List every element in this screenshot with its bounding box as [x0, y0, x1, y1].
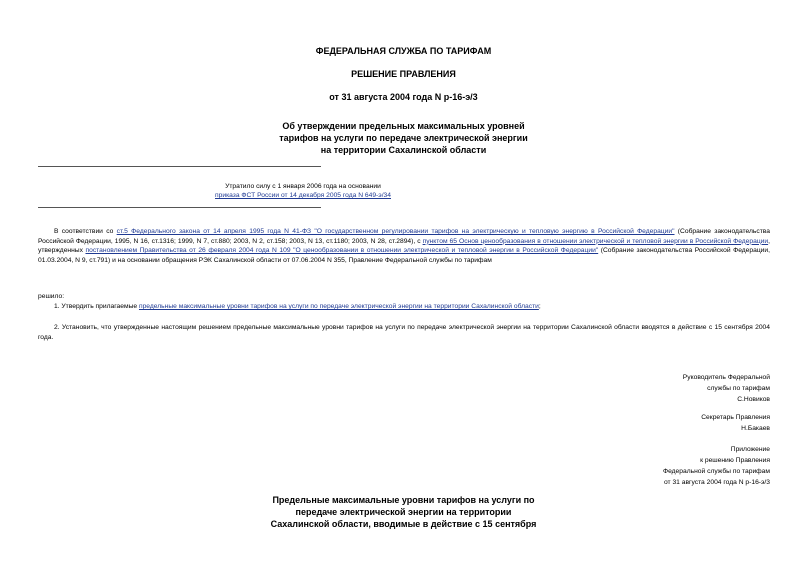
preamble-text: (Собрание законодательства Российской Федерации, 1995, N 16, ст.1316; 1999, N 7, ст.880; 2003, N 2, ст.158; 2003, N 13, ст.1180; 2003, N 28, ст.2894), с	[38, 228, 770, 245]
appendix-block	[663, 444, 770, 488]
agency-heading: ФЕДЕРАЛЬНАЯ СЛУЖБА ПО ТАРИФАМ	[315, 46, 492, 56]
pricing-basics-link[interactable]: пунктом 65 Основ ценообразования в отношении электрической и тепловой энергии в Российской Федерации	[422, 237, 769, 245]
document-type: РЕШЕНИЕ ПРАВЛЕНИЯ	[351, 69, 456, 79]
repeal-order-link[interactable]: приказа ФСТ России от 14 декабря 2005 года N 649-э/34	[215, 192, 391, 199]
tariff-levels-link[interactable]: предельные максимальные уровни тарифов на услуги по передаче электрической энергии на территории Сахалинской области	[138, 303, 539, 310]
decided-label: решило:	[38, 293, 65, 300]
appendix-line-1: Приложение	[730, 446, 770, 453]
annex-title-line-1: Предельные максимальные уровни тарифов на услуги по	[272, 495, 535, 505]
divider-top	[38, 166, 321, 167]
annex-title-line-3: Сахалинской области, вводимые в действие с 15 сентября	[270, 519, 537, 529]
item-1	[38, 302, 770, 312]
preamble-paragraph	[38, 227, 770, 265]
preamble-text: В соответствии со	[54, 228, 117, 235]
item-1-text: 1. Утвердить прилагаемые	[54, 303, 139, 310]
head-title-line-1: Руководитель Федеральной	[682, 374, 770, 381]
secretary-signature	[701, 412, 770, 434]
document-date: от 31 августа 2004 года N р-16-э/3	[329, 92, 478, 102]
document-title	[0, 120, 807, 156]
annex-title	[0, 494, 807, 530]
status-line: Утратило силу с 1 января 2006 года на основании	[225, 183, 381, 190]
secretary-title: Секретарь Правления	[701, 414, 770, 421]
head-name: С.Новиков	[737, 396, 770, 403]
preamble-text: , утвержденных	[38, 237, 770, 255]
title-line-3: на территории Сахалинской области	[320, 145, 487, 155]
appendix-line-4: от 31 августа 2004 года N р-16-э/3	[663, 479, 770, 486]
secretary-name: Н.Бакаев	[741, 425, 770, 432]
government-decree-link[interactable]: постановлением Правительства от 26 февраля 2004 года N 109 "О ценообразовании в отношении электрической и тепловой энергии в Российской Федерации"	[85, 247, 599, 255]
head-title-line-2: службы по тарифам	[707, 385, 770, 392]
divider-bottom	[38, 207, 321, 208]
preamble-text: (Собрание законодательства Российской Федерации, 01.03.2004, N 9, ст.791) и на основании обращения РЭК Сахалинской области от 07.06.2004 N 355, Правление Федеральной службы по тарифам	[38, 247, 770, 264]
annex-title-line-2: передаче электрической энергии на территории	[295, 507, 512, 517]
item-2: 2. Установить, что утвержденные настоящим решением предельные максимальные уровни тарифов на услуги по передаче электрической энергии на территории Сахалинской области вводятся в действие с 15 сентября 2004 года.	[38, 324, 770, 341]
appendix-line-2: к решению Правления	[700, 457, 770, 464]
head-signature	[683, 372, 770, 405]
title-line-2: тарифов на услуги по передаче электрической энергии	[279, 133, 528, 143]
appendix-line-3: Федеральной службы по тарифам	[663, 468, 770, 475]
item-1-text: ;	[538, 303, 541, 310]
title-line-1: Об утверждении предельных максимальных уровней	[282, 121, 525, 131]
status-note	[38, 182, 568, 200]
federal-law-link[interactable]: ст.5 Федерального закона от 14 апреля 1995 года N 41-ФЗ "О государственном регулировании тарифов на электрическую и тепловую энергию в Российской Федерации"	[116, 228, 675, 235]
